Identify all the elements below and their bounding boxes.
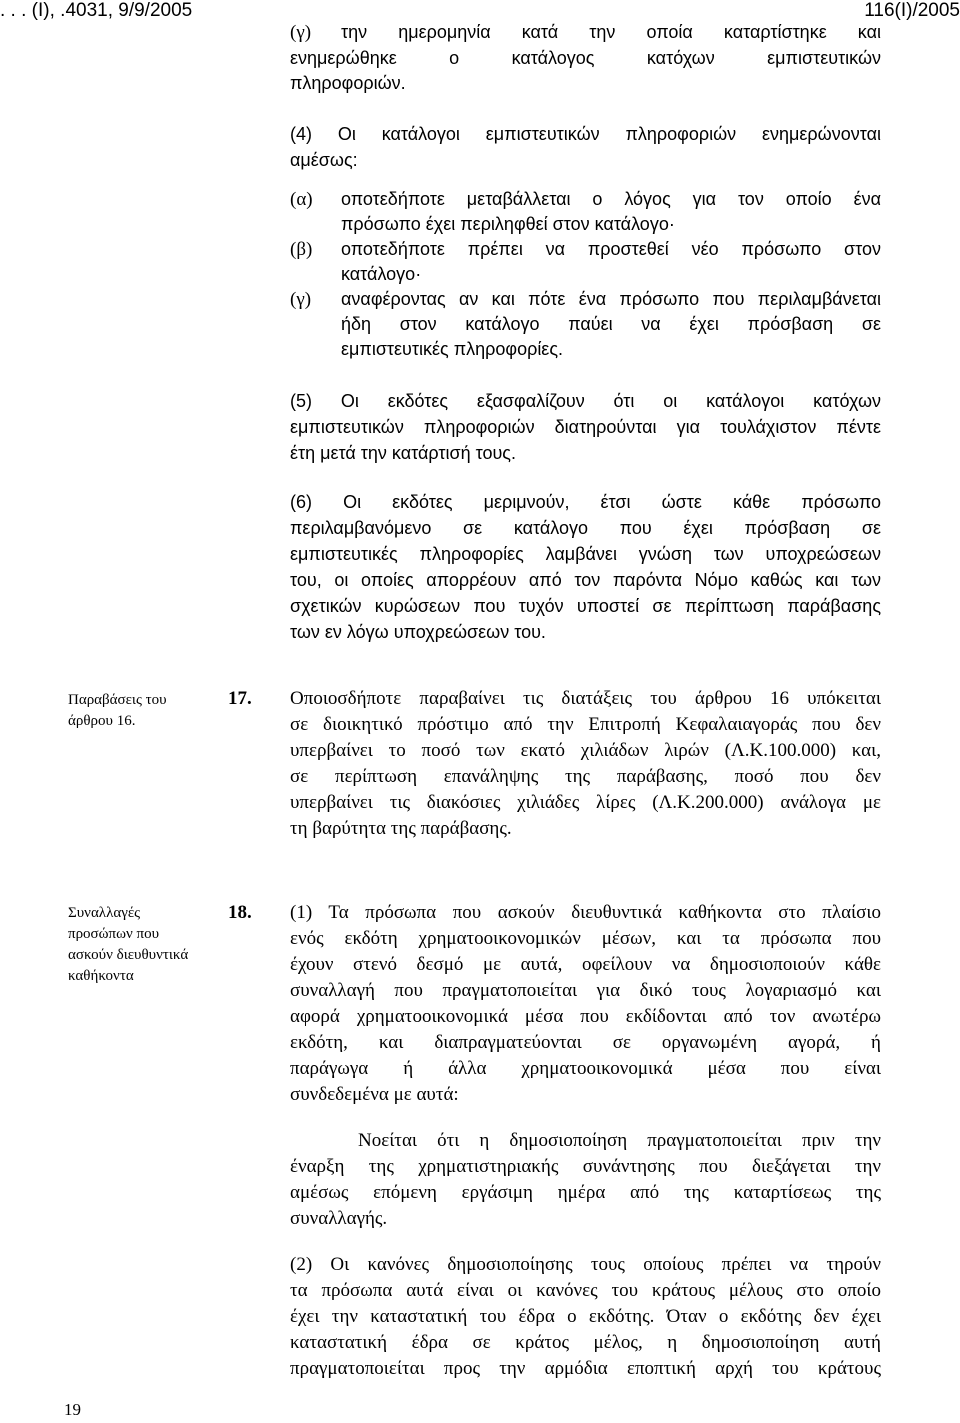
sec4-item-a-line-2: πρόσωπο έχει περιληφθεί στον κατάλογο· — [341, 214, 675, 234]
art18-p3-line-1: (2) Οι κανόνες δημοσιοποίησης τους οποίους πρέπει να τηρούν — [290, 1254, 881, 1275]
art18-p1-line-6: εκδότη, και διαπραγματεύονται σε οργανωμένη αγορά, ή — [290, 1032, 881, 1053]
page-number: 19 — [64, 1400, 81, 1419]
art18-p1-line-7: παράγωγα ή άλλα χρηματοοικονομικά μέσα που είναι — [290, 1058, 881, 1079]
art17-line-3: υπερβαίνει το ποσό των εκατό χιλιάδων λιρών (Λ.Κ.100.000) και, — [290, 740, 881, 761]
art18-p3-line-4: καταστατική έδρα σε κράτος μέλος, η δημοσιοποίηση αυτή — [290, 1332, 881, 1353]
art18-p2-line-3: αμέσως επόμενη εργάσιμη ημέρα από της καταρτίσεως της — [290, 1182, 881, 1203]
header-left: . . . (Ι), .4031, 9/9/2005 — [0, 0, 193, 21]
art18-p2-line-4: συναλλαγής. — [290, 1208, 388, 1229]
art18-p1-line-1: (1) Τα πρόσωπα που ασκούν διευθυντικά καθήκοντα στο πλαίσιο — [290, 902, 881, 923]
sec4-intro-line-1: (4) Οι κατάλογοι εμπιστευτικών πληροφοριών ενημερώνονται — [290, 124, 881, 144]
sec4-item-b-line-2: κατάλογο· — [341, 264, 422, 284]
art17-line-5: υπερβαίνει τις διακόσιες χιλιάδες λίρες (Λ.Κ.200.000) ανάλογα με — [290, 792, 881, 813]
sec4-continued-label: (γ) — [290, 22, 312, 43]
art17-number: 17. — [228, 688, 252, 709]
sec6-line-5: σχετικών κυρώσεων που τυχόν υποστεί σε περίπτωση παράβασης — [290, 596, 881, 616]
art18-number: 18. — [228, 902, 252, 923]
sec4-item-c-label: (γ) — [290, 289, 312, 310]
art17-line-6: τη βαρύτητα της παράβασης. — [290, 818, 512, 839]
art18-p1-line-4: συναλλαγή που πραγματοποιείται για δικό τους λογαριασμό και — [290, 980, 881, 1001]
art18-p1-line-2: ενός εκδότη χρηματοοικονομικών μέσων, και τα πρόσωπα που — [290, 928, 881, 949]
art17-line-2: σε διοικητικό πρόστιμο από την Επιτροπή Κεφαλαιαγοράς που δεν — [290, 714, 881, 735]
art18-p2-line-1: Νοείται ότι η δημοσιοποίηση πραγματοποιείται πριν την — [358, 1130, 881, 1151]
sec4-item-c-line-2: ήδη στον κατάλογο παύει να έχει πρόσβαση σε — [341, 314, 881, 334]
sec6-line-3: εμπιστευτικές πληροφορίες λαμβάνει γνώση των υποχρεώσεων — [290, 544, 881, 564]
art18-margin-note-line-4: καθήκοντα — [68, 968, 134, 984]
sec4-item-b-line-1: οποτεδήποτε πρέπει να προστεθεί νέο πρόσωπο στον — [341, 239, 881, 259]
sec6-line-1: (6) Οι εκδότες μεριμνούν, έτσι ώστε κάθε πρόσωπο — [290, 492, 881, 512]
art18-margin-note-line-3: ασκούν διευθυντικά — [68, 947, 189, 963]
art17-line-4: σε περίπτωση επανάληψης της παράβασης, ποσό που δεν — [290, 766, 881, 787]
sec6-line-2: περιλαμβανόμενο σε κατάλογο που έχει πρόσβαση σε — [290, 518, 881, 538]
art17-margin-note-line-2: άρθρου 16. — [68, 713, 136, 729]
art17-line-1: Οποιοσδήποτε παραβαίνει τις διατάξεις του άρθρου 16 υπόκειται — [290, 688, 881, 709]
sec5-line-1: (5) Οι εκδότες εξασφαλίζουν ότι οι κατάλογοι κατόχων — [290, 391, 881, 411]
sec4-item-c-line-3: εμπιστευτικές πληροφορίες. — [341, 339, 564, 359]
art18-p3-line-2: τα πρόσωπα αυτά είναι οι κανόνες του κράτους μέλους στο οποίο — [290, 1280, 881, 1301]
art18-p3-line-5: πραγματοποιείται προς την αρμόδια εποπτική αρχή του κράτους — [290, 1358, 881, 1379]
art17-margin-note-line-1: Παραβάσεις του — [68, 692, 167, 708]
sec4-intro-line-2: αμέσως: — [290, 150, 358, 170]
art18-p2-line-2: έναρξη της χρηματιστηριακής συνάντησης που διεξάγεται την — [290, 1156, 881, 1177]
sec4-continued-line-1: την ημερομηνία κατά την οποία καταρτίστηκε και — [341, 22, 881, 42]
sec5-line-3: έτη μετά την κατάρτισή τους. — [290, 443, 516, 463]
art18-p1-line-3: έχουν στενό δεσμό με αυτά, οφείλουν να δημοσιοποιούν κάθε — [290, 954, 881, 975]
sec4-continued-line-2: ενημερώθηκε ο κατάλογος κατόχων εμπιστευτικών — [290, 48, 881, 68]
art18-p3-line-3: έχει την καταστατική του έδρα ο εκδότης. Όταν ο εκδότης δεν έχει — [290, 1306, 881, 1327]
art18-margin-note — [68, 903, 188, 987]
sec4-item-b-label: (β) — [290, 239, 313, 260]
art18-p1-line-5: αφορά χρηματοοικονομικά μέσα που εκδίδονται από τον ανωτέρω — [290, 1006, 881, 1027]
art18-p1-line-8: συνδεδεμένα με αυτά: — [290, 1084, 459, 1105]
sec4-item-a-line-1: οποτεδήποτε μεταβάλλεται ο λόγος για τον οποίο ένα — [341, 189, 881, 209]
header-right: 116(I)/2005 — [864, 0, 960, 21]
sec5-line-2: εμπιστευτικών πληροφοριών διατηρούνται για τουλάχιστον πέντε — [290, 417, 881, 437]
art17-margin-note — [68, 690, 167, 732]
sec4-item-c-line-1: αναφέροντας αν και πότε ένα πρόσωπο που περιλαμβάνεται — [341, 289, 881, 309]
sec4-item-a-label: (α) — [290, 189, 313, 210]
sec6-line-6: των εν λόγω υποχρεώσεων του. — [290, 622, 546, 642]
sec6-line-4: του, οι οποίες απορρέουν από τον παρόντα Νόμο καθώς και των — [290, 570, 881, 590]
art18-margin-note-line-2: προσώπων που — [68, 926, 159, 942]
sec4-continued-line-3: πληροφοριών. — [290, 73, 406, 93]
art18-margin-note-line-1: Συναλλαγές — [68, 905, 141, 921]
